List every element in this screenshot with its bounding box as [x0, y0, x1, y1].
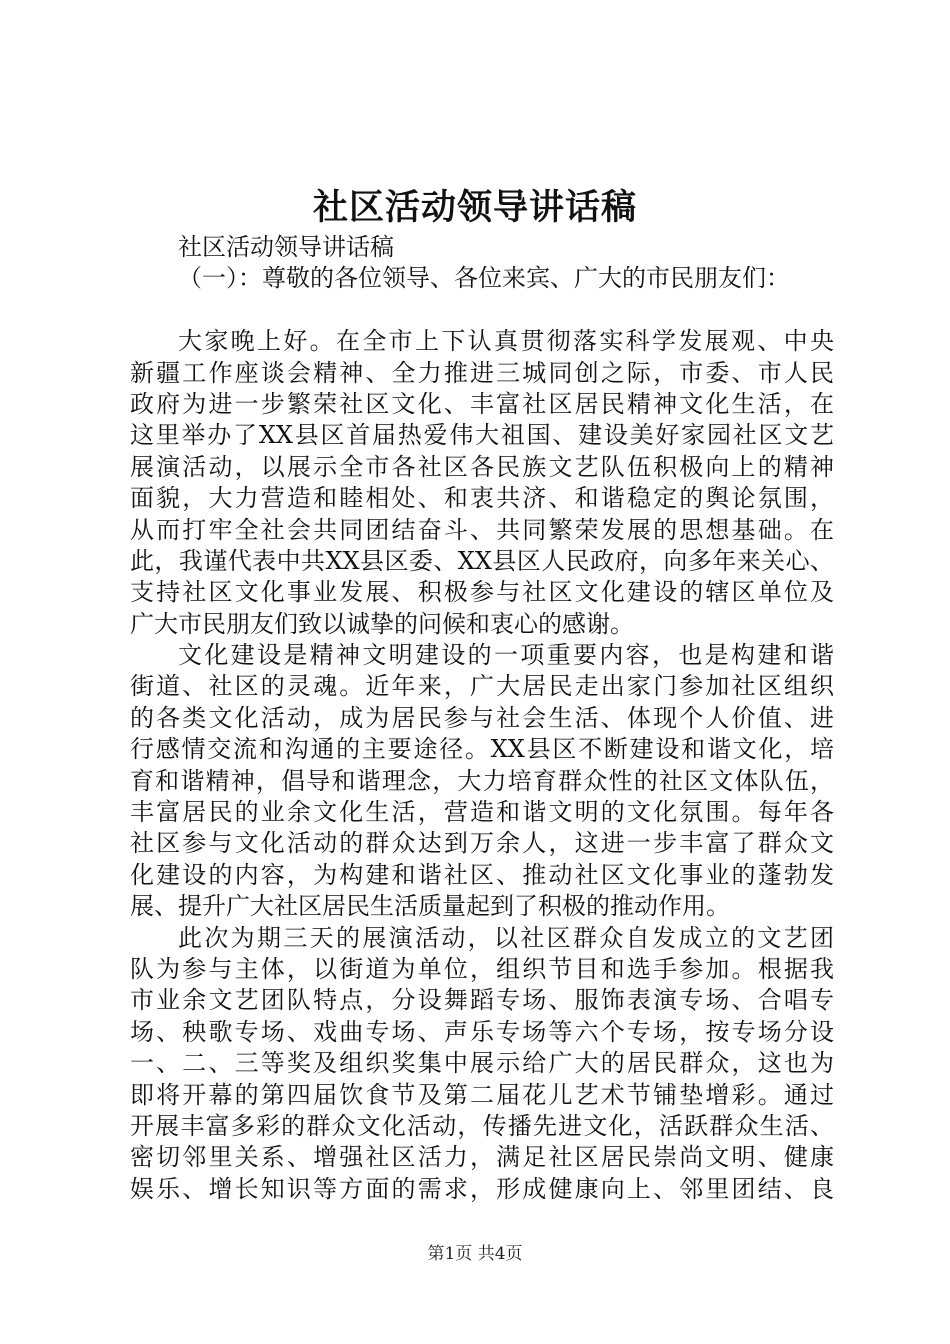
- paragraph-1-line: 支持社区文化事业发展、积极参与社区文化建设的辖区单位及: [130, 578, 834, 607]
- paragraph-2-line: 社区参与文化活动的群众达到万余人，这进一步丰富了群众文: [130, 829, 834, 858]
- document-title: 社区活动领导讲话稿: [312, 187, 637, 228]
- paragraph-1-line: 此，我谨代表中共XX县区委、XX县区人民政府，向多年来关心、: [130, 546, 834, 575]
- paragraph-2-line: 育和谐精神，倡导和谐理念，大力培育群众性的社区文体队伍，: [130, 766, 834, 795]
- paragraph-3-line: 一、二、三等奖及组织奖集中展示给广大的居民群众，这也为: [130, 1049, 834, 1078]
- paragraph-2-line: 展、提升广大社区居民生活质量起到了积极的推动作用。: [130, 892, 730, 921]
- paragraph-3-line: 队为参与主体，以街道为单位，组织节目和选手参加。根据我: [130, 954, 834, 983]
- paragraph-2-line: 行感情交流和沟通的主要途径。XX县区不断建设和谐文化，培: [130, 735, 834, 764]
- paragraph-1-line: 这里举办了XX县区首届热爱伟大祖国、建设美好家园社区文艺: [130, 421, 834, 450]
- paragraph-3-line: 即将开幕的第四届饮食节及第二届花儿艺术节铺垫增彩。通过: [130, 1080, 834, 1109]
- paragraph-1-line: 广大市民朋友们致以诚挚的问候和衷心的感谢。: [130, 609, 634, 638]
- salutation-line: （一）：尊敬的各位领导、各位来宾、广大的市民朋友们：: [178, 264, 790, 293]
- paragraph-2-line: 化建设的内容，为构建和谐社区、推动社区文化事业的蓬勃发: [130, 860, 834, 889]
- blank-line: [130, 295, 834, 326]
- paragraph-3-line: 市业余文艺团队特点，分设舞蹈专场、服饰表演专场、合唱专: [130, 986, 834, 1015]
- paragraph-3-line: 密切邻里关系、增强社区活力，满足社区居民崇尚文明、健康: [130, 1143, 834, 1172]
- paragraph-2-line: 街道、社区的灵魂。近年来，广大居民走出家门参加社区组织: [130, 672, 834, 701]
- paragraph-1-line: 面貌，大力营造和睦相处、和衷共济、和谐稳定的舆论氛围，: [130, 484, 834, 513]
- paragraph-3-line: 场、秧歌专场、戏曲专场、声乐专场等六个专场，按专场分设: [130, 1017, 834, 1046]
- paragraph-3-line: 此次为期三天的展演活动，以社区群众自发成立的文艺团: [178, 923, 834, 952]
- paragraph-1-line: 从而打牢全社会共同团结奋斗、共同繁荣发展的思想基础。在: [130, 515, 834, 544]
- paragraph-1-line: 大家晚上好。在全市上下认真贯彻落实科学发展观、中央: [178, 327, 834, 356]
- paragraph-3-line: 开展丰富多彩的群众文化活动，传播先进文化，活跃群众生活、: [130, 1111, 834, 1140]
- subtitle-line: 社区活动领导讲话稿: [178, 233, 394, 261]
- paragraph-2-line: 的各类文化活动，成为居民参与社会生活、体现个人价值、进: [130, 703, 834, 732]
- paragraph-3-line: 娱乐、增长知识等方面的需求，形成健康向上、邻里团结、良: [130, 1174, 834, 1203]
- paragraph-1-line: 政府为进一步繁荣社区文化、丰富社区居民精神文化生活，在: [130, 389, 834, 418]
- paragraph-2-line: 文化建设是精神文明建设的一项重要内容，也是构建和谐: [178, 641, 834, 670]
- document-body: [130, 232, 834, 1205]
- page-footer: 第1页 共4页: [427, 1244, 523, 1264]
- paragraph-1-line: 展演活动，以展示全市各社区各民族文艺队伍积极向上的精神: [130, 452, 834, 481]
- paragraph-2-line: 丰富居民的业余文化生活，营造和谐文明的文化氛围。每年各: [130, 798, 834, 827]
- paragraph-1-line: 新疆工作座谈会精神、全力推进三城同创之际，市委、市人民: [130, 358, 834, 387]
